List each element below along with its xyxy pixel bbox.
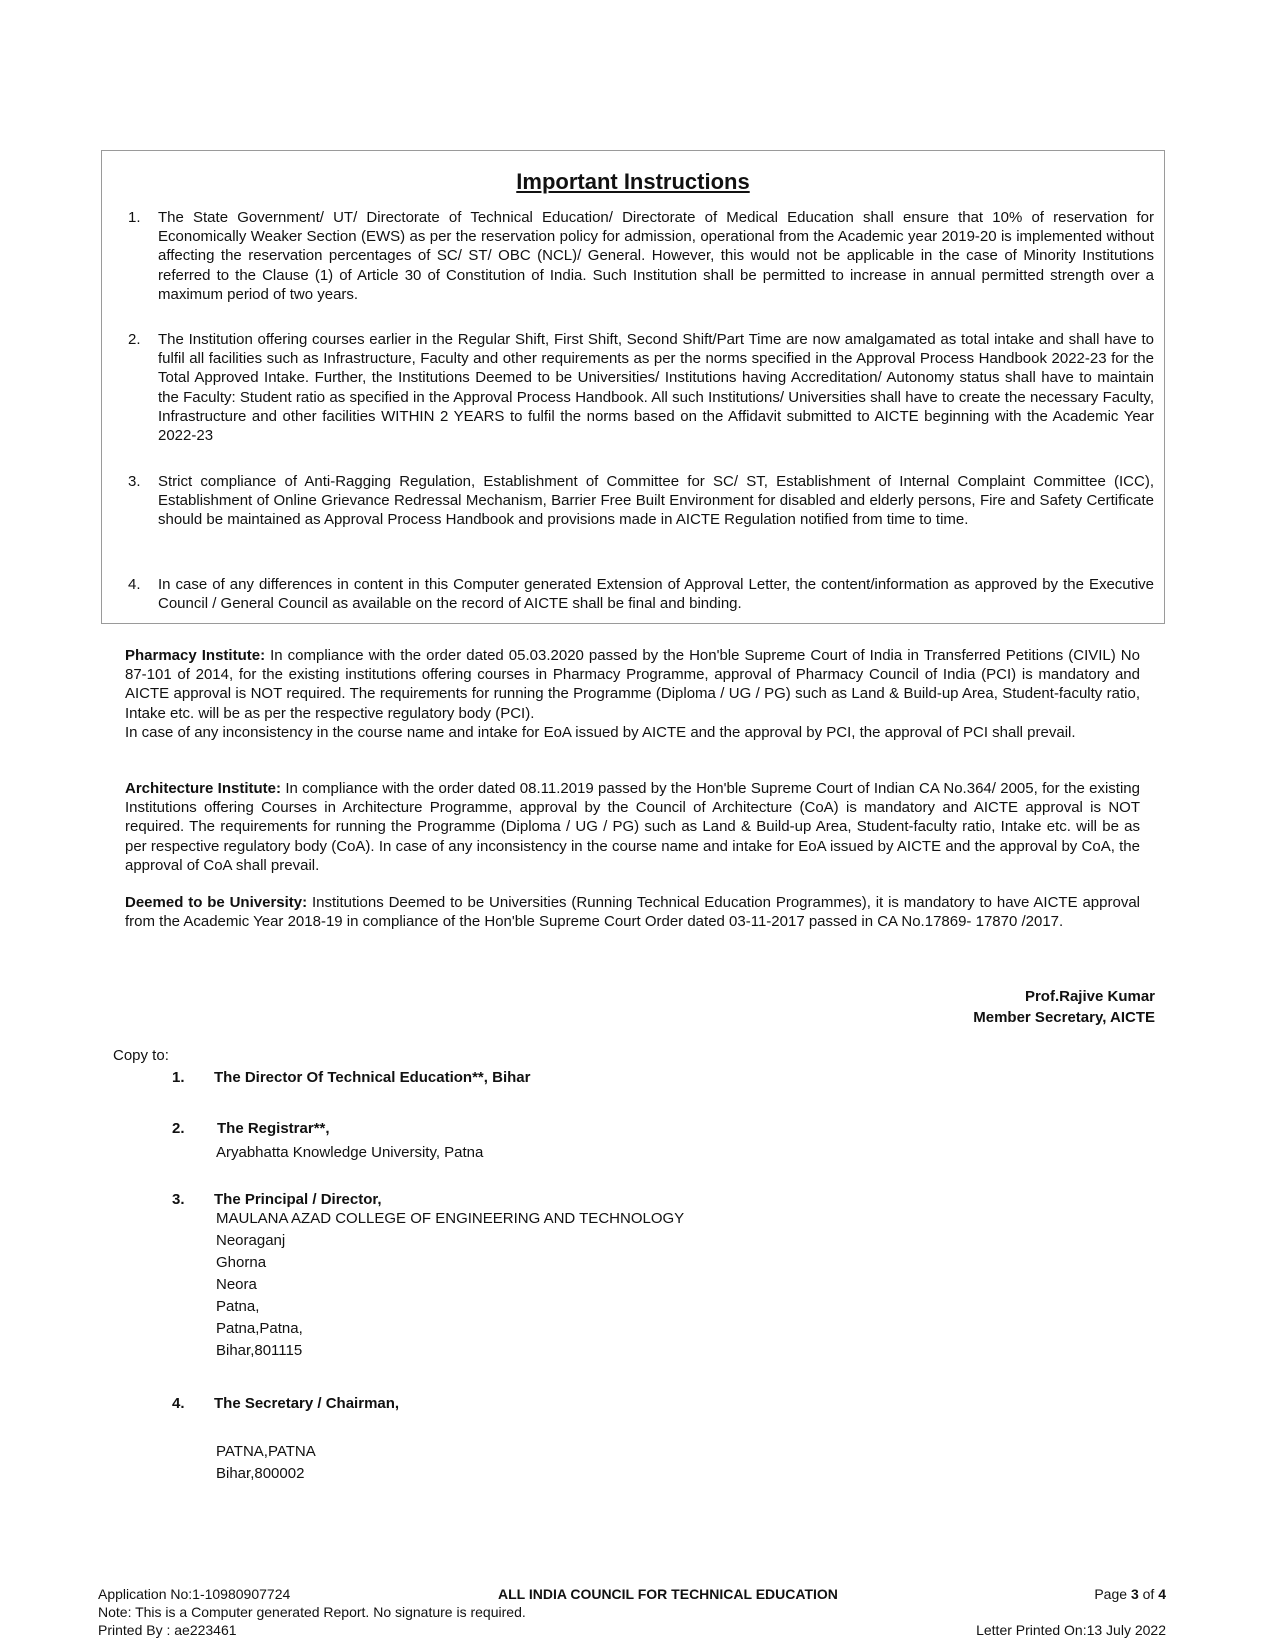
important-instructions-box bbox=[101, 150, 1165, 624]
footer-printed-on: Letter Printed On:13 July 2022 bbox=[976, 1622, 1166, 1638]
copy-to-address-line: PATNA,PATNA bbox=[216, 1443, 316, 1460]
signatory-name: Prof.Rajive Kumar bbox=[1024, 988, 1155, 1005]
copy-to-item-number: 4. bbox=[172, 1395, 185, 1412]
deemed-label: Deemed to be University: bbox=[125, 894, 308, 911]
footer-council-name: ALL INDIA COUNCIL FOR TECHNICAL EDUCATION bbox=[498, 1586, 838, 1602]
instruction-text: The Institution offering courses earlier in the Regular Shift, First Shift, Second Shift/Part Time are now amalgamated as total intake and shall have to fulfil all facilities such as Infrastructure, Faculty and other requirements as per the norms specified in the Approval Process Handbook 2022-23 for the Total Approved Intake. Further, the Institutions Deemed to be Universities/ Institutions having Accreditation/ Autonomy status shall have to maintain the Faculty: Student ratio as specified in the Approval Process Handbook. All such Institutions/ Universities shall have to create the necessary Faculty, Infrastructure and other facilities WITHIN 2 YEARS to fulfil the norms based on the Affidavit submitted to AICTE beginning with the Academic Year 2022-23 bbox=[158, 331, 1154, 445]
footer-note: Note: This is a Computer generated Report. No signature is required. bbox=[98, 1604, 526, 1620]
architecture-institute-paragraph bbox=[125, 779, 1140, 875]
page-of: of bbox=[1138, 1586, 1159, 1602]
copy-to-label: Copy to: bbox=[113, 1047, 169, 1064]
copy-to-item-title: The Principal / Director, bbox=[214, 1191, 382, 1208]
pharmacy-text: In compliance with the order dated 05.03.2020 passed by the Hon'ble Supreme Court of India in Transferred Petitions (CIVIL) No 87-101 of 2014, for the existing institutions offering courses in Pharmacy Programme, approval of Pharmacy Council of India (PCI) is mandatory and AICTE approval is NOT required. The requirements for running the Programme (Diploma / UG / PG) such as Land & Build-up Area, Student-faculty ratio, Intake etc. will be as per the respective regulatory body (PCI). bbox=[125, 647, 1140, 722]
copy-to-address-line: Bihar,800002 bbox=[216, 1465, 305, 1482]
copy-to-address-line: Patna, bbox=[216, 1298, 260, 1315]
instructions-title: Important Instructions bbox=[516, 169, 750, 194]
instruction-number: 4. bbox=[128, 576, 141, 593]
copy-to-address-line: Bihar,801115 bbox=[216, 1342, 303, 1359]
instruction-text: In case of any differences in content in this Computer generated Extension of Approval Letter, the content/information as approved by the Executive Council / General Council as available on the record of AICTE shall be final and binding. bbox=[158, 576, 1154, 613]
deemed-text: Institutions Deemed to be Universities (Running Technical Education Programmes), it is mandatory to have AICTE approval from the Academic Year 2018-19 in compliance of the Hon'ble Supreme Court Order dated 03-11-2017 passed in CA No.17869- 17870 /2017. bbox=[125, 894, 1140, 931]
instruction-number: 3. bbox=[128, 473, 141, 490]
page-prefix: Page bbox=[1094, 1586, 1131, 1602]
copy-to-address-line: MAULANA AZAD COLLEGE OF ENGINEERING AND TECHNOLOGY bbox=[216, 1210, 685, 1227]
copy-to-item-number: 2. bbox=[172, 1120, 185, 1137]
footer-printed-by: Printed By : ae223461 bbox=[98, 1622, 237, 1638]
copy-to-address-line: Neora bbox=[216, 1276, 257, 1293]
page-total: 4 bbox=[1158, 1586, 1166, 1602]
copy-to-item-number: 1. bbox=[172, 1069, 185, 1086]
instruction-number: 2. bbox=[128, 331, 141, 348]
architecture-label: Architecture Institute: bbox=[125, 780, 282, 797]
copy-to-address-line: Ghorna bbox=[216, 1254, 267, 1271]
pharmacy-institute-paragraph bbox=[125, 646, 1140, 742]
copy-to-item-number: 3. bbox=[172, 1191, 185, 1208]
copy-to-item-title: The Director Of Technical Education**, Bihar bbox=[214, 1069, 531, 1086]
pharmacy-label: Pharmacy Institute: bbox=[125, 647, 266, 664]
signatory-designation: Member Secretary, AICTE bbox=[973, 1009, 1155, 1026]
architecture-text: In compliance with the order dated 08.11.2019 passed by the Hon'ble Supreme Court of Indian CA No.364/ 2005, for the existing Institutions offering Courses in Architecture Programme, approval by the Council of Architecture (CoA) is mandatory and AICTE approval is NOT required. The requirements for running the Programme (Diploma / UG / PG) such as Land & Build-up Area, Student-faculty ratio, Intake etc. will be as per respective regulatory body (CoA). In case of any inconsistency in the course name and intake for EoA issued by AICTE and the approval by CoA, the approval of CoA shall prevail. bbox=[125, 780, 1140, 874]
instruction-text: The State Government/ UT/ Directorate of Technical Education/ Directorate of Medical Education shall ensure that 10% of reservation for Economically Weaker Section (EWS) as per the reservation policy for admission, operational from the Academic year 2019-20 is implemented without affecting the reservation percentages of SC/ ST/ OBC (NCL)/ General. However, this would not be applicable in the case of Minority Institutions referred to the Clause (1) of Article 30 of Constitution of India. Such Institution shall be permitted to increase in annual permitted strength over a maximum period of two years. bbox=[158, 209, 1154, 303]
copy-to-item-title: The Registrar**, bbox=[217, 1120, 330, 1137]
copy-to-item-title: The Secretary / Chairman, bbox=[214, 1395, 400, 1412]
page-current: 3 bbox=[1130, 1586, 1139, 1602]
instruction-text: Strict compliance of Anti-Ragging Regulation, Establishment of Committee for SC/ ST, Establishment of Internal Complaint Committee (ICC), Establishment of Online Grievance Redressal Mechanism, Barrier Free Built Environment for disabled and elderly persons, Fire and Safety Certificate should be maintained as Approval Process Handbook and provisions made in AICTE Regulation notified from time to time. bbox=[158, 473, 1154, 529]
instruction-number: 1. bbox=[128, 209, 141, 226]
deemed-university-paragraph bbox=[125, 893, 1140, 931]
copy-to-address-line: Neoraganj bbox=[216, 1232, 286, 1249]
copy-to-address-line: Patna,Patna, bbox=[216, 1320, 303, 1337]
pharmacy-text-2: In case of any inconsistency in the course name and intake for EoA issued by AICTE and the approval by PCI, the approval of PCI shall prevail. bbox=[125, 723, 1076, 741]
copy-to-address-line: Aryabhatta Knowledge University, Patna bbox=[216, 1144, 484, 1161]
footer-application-no: Application No:1-10980907724 bbox=[98, 1586, 291, 1602]
footer-page-number bbox=[1094, 1586, 1166, 1603]
